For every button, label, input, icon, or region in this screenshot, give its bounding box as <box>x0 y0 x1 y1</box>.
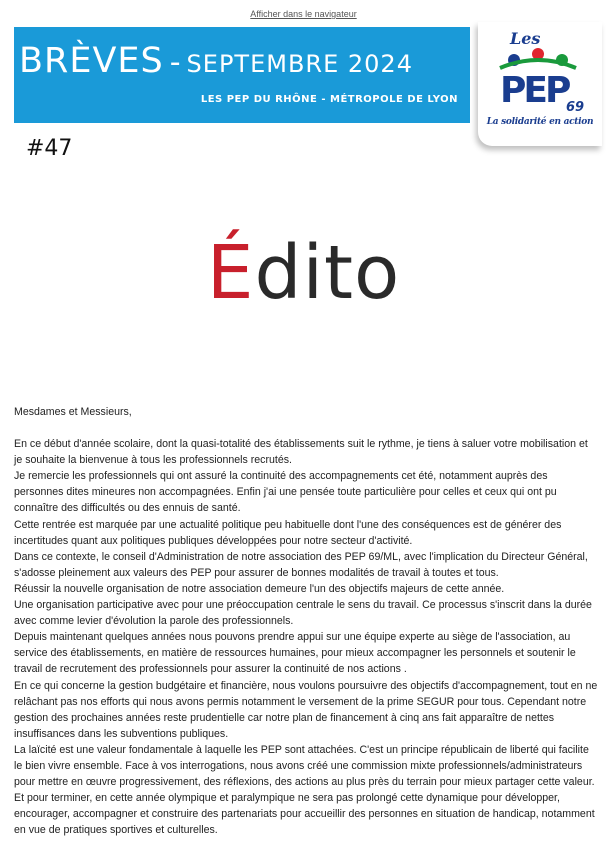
paragraph: Je remercie les professionnels qui ont assuré la continuité des accompagnements cet été, notamment auprès des personnes dites mineures non accompagnées. Enfin j'ai une pensée toute particulière pour celles et ceux qui ont pu connaître des difficultés ou des ennuis de santé. <box>14 470 557 515</box>
paragraph: Dans ce contexte, le conseil d'Administration de notre association des PEP 69/ML, avec l'implication du Directeur Général, s'adosse pleinement aux valeurs des PEP pour assurer de bonnes modalités de travail à toutes et tous. <box>14 550 588 579</box>
paragraph: Cette rentrée est marquée par une actualité politique peu habituelle dont l'une des conséquences est de générer des incertitudes quant aux politiques publiques développées pour notre secteur d'activité. <box>14 518 562 547</box>
banner-subtitle: LES PEP DU RHÔNE - MÉTROPOLE DE LYON <box>200 94 458 105</box>
paragraph: En ce qui concerne la gestion budgétaire et financière, nous voulons poursuivre des objectifs d'accompagnement, tout en ne relâchant pas nos efforts qui nous avons permis notamment le versement de la prime SEGUR pour tous. Cependant notre gestion des prochaines années reste prudentielle car notre plan de financement à cinq ans fait apparaître de nettes insuffisances dans les subventions publiques. <box>14 679 598 740</box>
banner-title-dash: - <box>169 45 181 80</box>
greeting: Mesdames et Messieurs, <box>14 406 132 418</box>
paragraph: Depuis maintenant quelques années nous pouvons prendre appui sur une équipe experte au siège de l'association, au service des établissements, en matière de ressources humaines, pour mieux accompagner les personnels et soutenir le travail de recrutement des professionnels pour assurer la continuité de nos actions . <box>14 631 576 676</box>
logo-tagline: La solidarité en action <box>486 117 594 127</box>
paragraph: Une organisation participative avec pour une préoccupation centrale le sens du travail. Ce processus s'inscrit dans la durée avec comme levier d'évolution la parole des professionnels. <box>14 599 592 628</box>
edito-body <box>14 404 598 838</box>
view-in-browser-link[interactable]: Afficher dans le navigateur <box>250 9 357 19</box>
banner-title <box>19 41 413 81</box>
paragraph: Et pour terminer, en cette année olympique et paralympique ne sera pas prolongé cette dynamique pour développer, encourager, accompagner et construire des partenariats pour accueillir des personnes en situation de handicap, notamment en vue de pratiques sportives et culturelles. <box>14 792 595 837</box>
issue-number: #47 <box>26 136 73 161</box>
banner-title-month: SEPTEMBRE 2024 <box>186 50 413 78</box>
logo-les: Les <box>510 29 541 48</box>
logo-letters: PEP <box>500 70 569 111</box>
banner-title-breves: BRÈVES <box>19 41 164 81</box>
edito-title <box>0 230 607 316</box>
paragraph: La laïcité est une valeur fondamentale à laquelle les PEP sont attachées. C'est un principe républicain de liberté qui facilite le bien vivre ensemble. Face à vos interrogations, nous avons créé une commission mixte professionnels/administrateurs pour mettre en œuvre progressivement, des réflexions, des actions au plus près du terrain pour mieux partager cette valeur. <box>14 743 595 789</box>
logo-number: 69 <box>566 100 585 115</box>
header-banner <box>14 27 470 123</box>
edito-first-letter: É <box>206 230 255 316</box>
pep69-logo <box>478 22 602 146</box>
paragraph: Réussir la nouvelle organisation de notre association demeure l'un des objectifs majeurs de cette année. <box>14 582 505 595</box>
pep-logo-mark-icon <box>478 22 602 117</box>
paragraph: En ce début d'année scolaire, dont la quasi-totalité des établissements suit le rythme, je tiens à saluer votre mobilisation et je souhaite la bienvenue à tous les professionnels recrutés. <box>14 438 588 467</box>
edito-rest: dito <box>254 230 401 316</box>
